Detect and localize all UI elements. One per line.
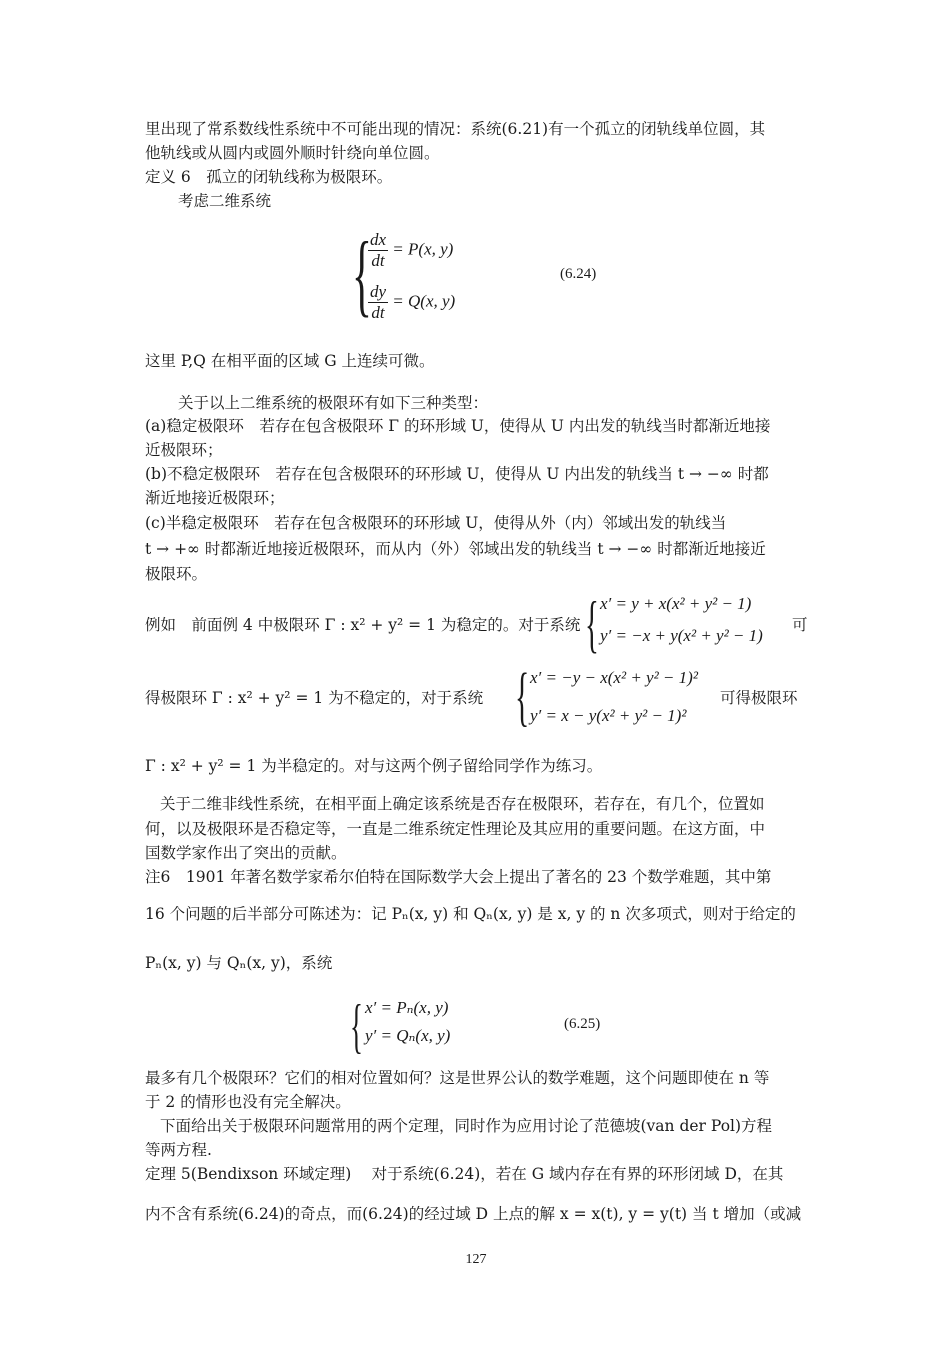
- paragraph-line: 极限环。: [145, 565, 208, 583]
- equation-number: (6.25): [564, 1016, 601, 1032]
- paragraph-line: t → +∞ 时都渐近地接近极限环，而从内（外）邻域出发的轨线当 t → −∞ 时都渐近地接近: [145, 540, 766, 558]
- paragraph-line: 例如 前面例 4 中极限环 Γ : x² + y² = 1 为稳定的。对于系统: [145, 616, 581, 634]
- left-brace: {: [352, 223, 372, 325]
- paragraph-line: (b)不稳定极限环 若存在包含极限环的环形域 U，使得从 U 内出发的轨线当 t → −∞ 时都: [145, 465, 769, 483]
- equation-row: y′ = −x + y(x² + y² − 1): [600, 626, 763, 645]
- equation-row: x′ = −y − x(x² + y² − 1)²: [530, 668, 698, 687]
- paragraph-line: 何，以及极限环是否稳定等，一直是二维系统定性理论及其应用的重要问题。在这方面，中: [145, 820, 766, 838]
- paragraph-line: 等两方程.: [145, 1141, 212, 1159]
- equation-row: x′ = Pₙ(x, y): [365, 998, 449, 1017]
- left-brace: {: [585, 588, 599, 659]
- paragraph-line: 得极限环 Γ : x² + y² = 1 为不稳定的，对于系统: [145, 689, 484, 707]
- left-brace: {: [515, 660, 530, 733]
- paragraph-line: 内不含有系统(6.24)的奇点，而(6.24)的经过域 D 上点的解 x = x(t), y = y(t) 当 t 增加（或减: [145, 1205, 802, 1223]
- paragraph-line: 他轨线或从圆内或圆外顺时针绕向单位圆。: [145, 144, 440, 162]
- note-line: 注6 1901 年著名数学家希尔伯特在国际数学大会上提出了著名的 23 个数学难题，其中第: [145, 868, 772, 886]
- left-brace: {: [350, 993, 363, 1059]
- paragraph-line: 近极限环；: [145, 441, 223, 459]
- paragraph-line: 关于以上二维系统的极限环有如下三种类型：: [178, 394, 489, 412]
- fraction-denominator: dt: [371, 251, 385, 270]
- equation-number: (6.24): [560, 266, 597, 282]
- paragraph-line: 考虑二维系统: [178, 192, 272, 210]
- fraction-numerator: dx: [370, 230, 387, 249]
- page-number: 127: [465, 1252, 487, 1267]
- paragraph-line: 这里 P,Q 在相平面的区域 G 上连续可微。: [145, 352, 435, 370]
- equation-row: [368, 230, 453, 271]
- equation-rhs: = P(x, y): [392, 239, 454, 259]
- paragraph-line: 下面给出关于极限环问题常用的两个定理，同时作为应用讨论了范德坡(van der Pol)方程: [160, 1117, 773, 1135]
- paragraph-line: 最多有几个极限环？它们的相对位置如何？这是世界公认的数学难题，这个问题即使在 n 等: [145, 1069, 770, 1087]
- equation-rhs: = Q(x, y): [392, 291, 456, 311]
- paragraph-line: 渐近地接近极限环；: [145, 489, 285, 507]
- paragraph-line: 关于二维非线性系统，在相平面上确定该系统是否存在极限环，若存在，有几个，位置如: [160, 795, 765, 813]
- paragraph-line: 于 2 的情形也没有完全解决。: [145, 1093, 351, 1111]
- equation-row: y′ = x − y(x² + y² − 1)²: [530, 706, 687, 725]
- paragraph-line: (c)半稳定极限环 若存在包含极限环的环形域 U，使得从外（内）邻域出发的轨线当: [145, 514, 727, 532]
- paragraph-line: Γ : x² + y² = 1 为半稳定的。对与这两个例子留给同学作为练习。: [145, 757, 603, 775]
- paragraph-line: 国数学家作出了突出的贡献。: [145, 844, 347, 862]
- equation-row: y′ = Qₙ(x, y): [365, 1026, 451, 1045]
- fraction-denominator: dt: [371, 303, 385, 322]
- paragraph-line: 16 个问题的后半部分可陈述为：记 Pₙ(x, y) 和 Qₙ(x, y) 是 x, y 的 n 次多项式，则对于给定的: [145, 905, 796, 923]
- equation-row: [368, 282, 455, 323]
- fraction-numerator: dy: [370, 282, 387, 301]
- definition-line: 定义 6 孤立的闭轨线称为极限环。: [145, 168, 393, 186]
- paragraph-line: (a)稳定极限环 若存在包含极限环 Γ 的环形域 U，使得从 U 内出发的轨线当时都渐近地接: [145, 417, 771, 435]
- paragraph-line: 可: [792, 616, 808, 634]
- paragraph-line: Pₙ(x, y) 与 Qₙ(x, y)，系统: [145, 954, 333, 972]
- paragraph-line: 可得极限环: [720, 689, 798, 707]
- theorem-line: 定理 5(Bendixson 环域定理) 对于系统(6.24)，若在 G 域内存在有界的环形闭域 D，在其: [145, 1165, 784, 1183]
- paragraph-line: 里出现了常系数线性系统中不可能出现的情况：系统(6.21)有一个孤立的闭轨线单位圆，其: [145, 120, 766, 138]
- equation-row: x′ = y + x(x² + y² − 1): [600, 594, 752, 613]
